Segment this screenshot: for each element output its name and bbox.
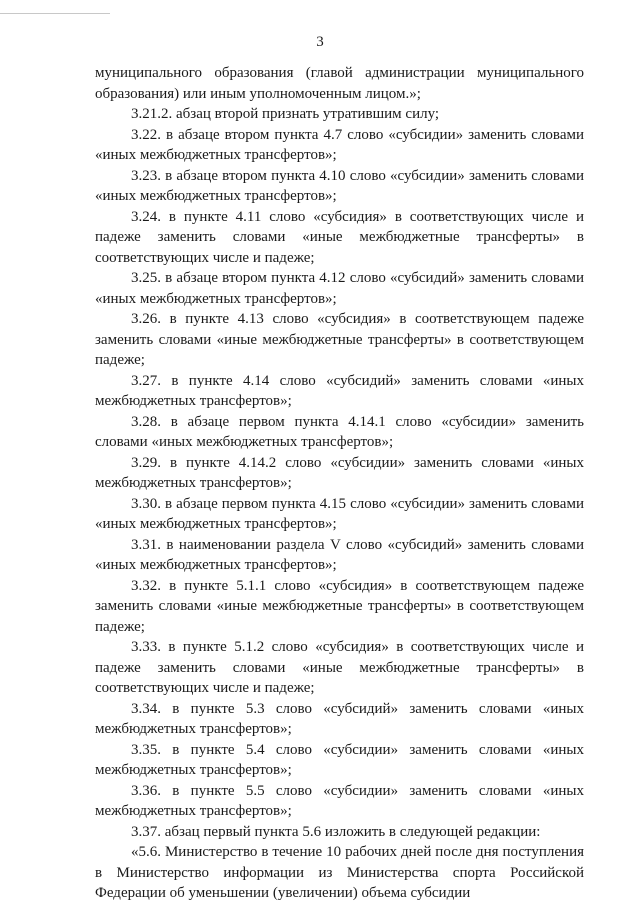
paragraph: 3.24. в пункте 4.11 слово «субсидия» в соответствующих числе и падеже заменить словами «иные межбюджетные трансферты» в соответствующих числе и падеже; xyxy=(95,208,584,266)
paragraph: 3.27. в пункте 4.14 слово «субсидий» заменить словами «иных межбюджетных трансфертов»; xyxy=(95,372,584,409)
paragraph: 3.31. в наименовании раздела V слово «субсидий» заменить словами «иных межбюджетных трансфертов»; xyxy=(95,536,584,573)
paragraph: 3.25. в абзаце втором пункта 4.12 слово «субсидий» заменить словами «иных межбюджетных трансфертов»; xyxy=(95,270,584,307)
paragraph: 3.26. в пункте 4.13 слово «субсидия» в соответствующем падеже заменить словами «иные межбюджетные трансферты» в соответствующем падеже; xyxy=(95,311,584,368)
paragraph: 3.29. в пункте 4.14.2 слово «субсидии» заменить словами «иных межбюджетных трансфертов»; xyxy=(95,454,584,491)
paragraph: 3.33. в пункте 5.1.2 слово «субсидия» в соответствующих числе и падеже заменить словами «иные межбюджетные трансферты» в соответствующих числе и падеже; xyxy=(95,639,584,696)
paragraph: 3.35. в пункте 5.4 слово «субсидии» заменить словами «иных межбюджетных трансфертов»; xyxy=(95,741,584,778)
document-body xyxy=(95,63,584,904)
scan-edge-line xyxy=(0,13,110,14)
paragraph: муниципального образования (главой администрации муниципального образования) или иным уполномоченным лицом.»; xyxy=(95,65,584,102)
paragraph: 3.32. в пункте 5.1.1 слово «субсидия» в соответствующем падеже заменить словами «иные межбюджетные трансферты» в соответствующем падеже; xyxy=(95,577,584,635)
paragraph: 3.21.2. абзац второй признать утратившим силу; xyxy=(131,106,440,122)
paragraph: 3.23. в абзаце втором пункта 4.10 слово «субсидии» заменить словами «иных межбюджетных трансфертов»; xyxy=(95,167,584,204)
paragraph: 3.28. в абзаце первом пункта 4.14.1 слово «субсидии» заменить словами «иных межбюджетных трансфертов»; xyxy=(95,413,584,450)
paragraph: «5.6. Министерство в течение 10 рабочих дней после дня поступления в Министерство информации из Министерства спорта Российской Федерации об уменьшении (увеличении) объема субсидии xyxy=(95,844,584,901)
paragraph: 3.34. в пункте 5.3 слово «субсидий» заменить словами «иных межбюджетных трансфертов»; xyxy=(95,700,584,737)
paragraph: 3.37. абзац первый пункта 5.6 изложить в следующей редакции: xyxy=(131,823,541,840)
paragraph: 3.22. в абзаце втором пункта 4.7 слово «субсидии» заменить словами «иных межбюджетных трансфертов»; xyxy=(95,126,584,163)
page-number: 3 xyxy=(316,34,324,50)
paragraph: 3.36. в пункте 5.5 слово «субсидии» заменить словами «иных межбюджетных трансфертов»; xyxy=(95,782,584,819)
paragraph: 3.30. в абзаце первом пункта 4.15 слово «субсидии» заменить словами «иных межбюджетных трансфертов»; xyxy=(95,495,584,532)
